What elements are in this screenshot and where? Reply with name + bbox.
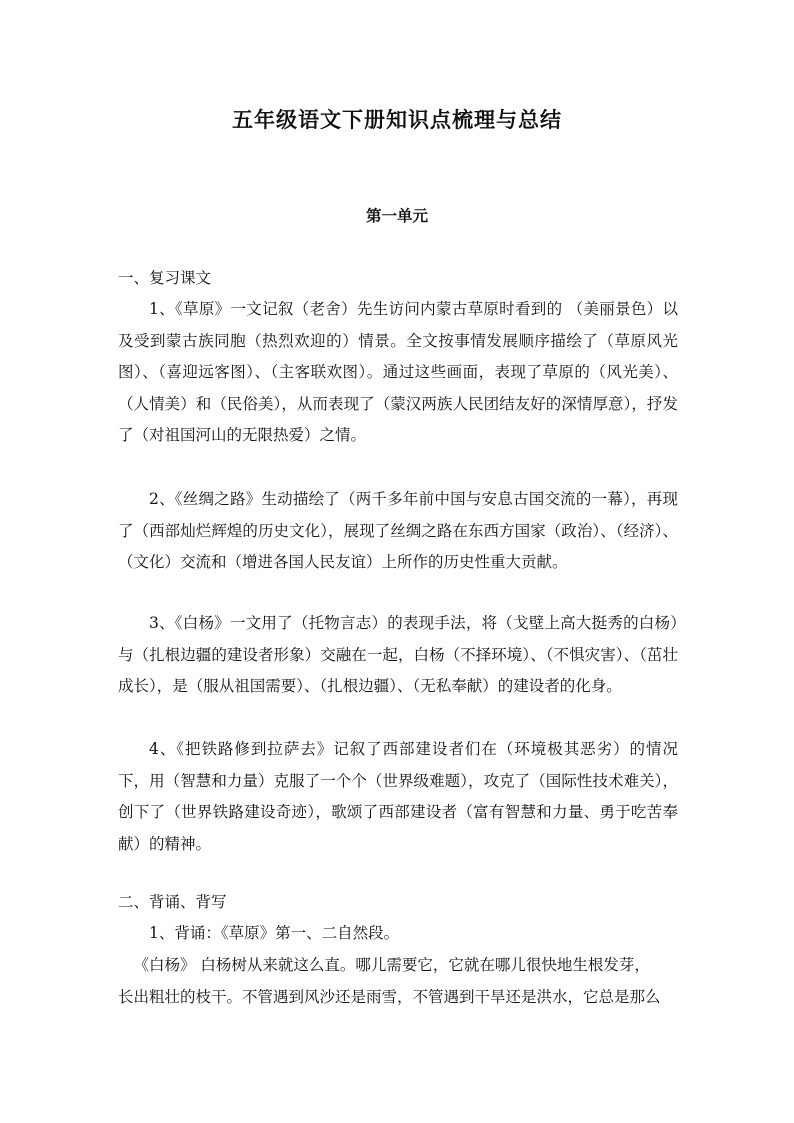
paragraph: 2、《丝绸之路》生动描绘了（两千多年前中国与安息古国交流的一幕），再现了（西部灿烂辉煌的历史文化），展现了丝绸之路在东西方国家（政治）、（经济）、（文化）交流和（增进各国人民友谊）上所作的历史性重大贡献。	[118, 490, 678, 571]
review-item-1	[118, 294, 678, 452]
baiyang-passage	[118, 950, 678, 1013]
recite-item-1	[118, 918, 678, 950]
paragraph: 3、《白杨》一文用了（托物言志）的表现手法，将（戈壁上高大挺秀的白杨）与（扎根边疆的建设者形象）交融在一起，白杨（不择环境）、（不惧灾害）、（茁壮成长），是（服从祖国需要）、（扎根边疆）、（无私奉献）的建设者的化身。	[118, 614, 678, 695]
passage-line: 《白杨》 白杨树从来就这么直。哪儿需要它，它就在哪儿很快地生根发芽，	[133, 956, 650, 974]
passage-line: 长出粗壮的枝干。不管遇到风沙还是雨雪，不管遇到干旱还是洪水，它总是那么	[118, 987, 661, 1006]
section-heading-recite: 二、背诵、背写	[118, 893, 227, 911]
review-item-4	[118, 734, 678, 860]
section-heading-review: 一、复习课文	[118, 269, 212, 287]
paragraph: 4、《把铁路修到拉萨去》记叙了西部建设者们在（环境极其恶劣）的情况下，用（智慧和力量）克服了一个个（世界级难题），攻克了（国际性技术难关），创下了（世界铁路建设奇迹），歌颂了西部建设者（富有智慧和力量、勇于吃苦奉献）的精神。	[118, 740, 678, 853]
document-title: 五年级语文下册知识点梳理与总结	[232, 107, 562, 132]
unit-title: 第一单元	[365, 206, 428, 225]
review-item-2	[118, 484, 678, 579]
paragraph: 1、背诵：《草原》第一、二自然段。	[149, 924, 400, 942]
paragraph: 1、《草原》一文记叙（老舍）先生访问内蒙古草原时看到的 （美丽景色）以及受到蒙古族同胞（热烈欢迎的）情景。全文按事情发展顺序描绘了（草原风光图）、（喜迎远客图）、（主客联欢图）。通过这些画面，表现了草原的（风光美）、（人情美）和（民俗美），从而表现了（蒙汉两族人民团结友好的深情厚意），抒发了（对祖国河山的无限热爱）之情。	[118, 300, 678, 444]
review-item-3	[118, 608, 678, 703]
